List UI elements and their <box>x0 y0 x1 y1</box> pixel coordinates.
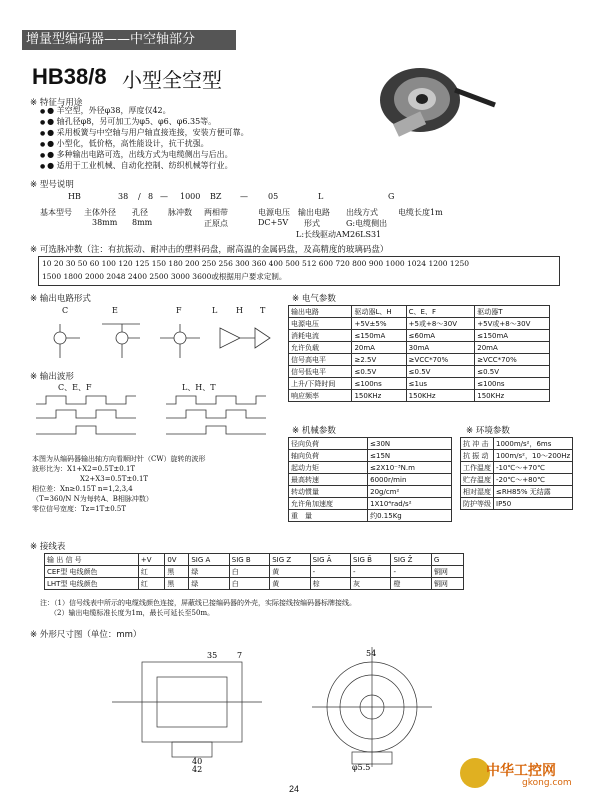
watermark-url: gkong.com <box>522 778 572 788</box>
table-cell: 150KHz <box>352 390 406 402</box>
table-header-row <box>45 554 464 566</box>
table-cell: 150KHz <box>475 390 550 402</box>
code-label: 电缆长度1m <box>398 208 443 217</box>
table-cell: 棕 <box>310 578 350 590</box>
table-cell: 黑 <box>165 578 189 590</box>
table-row <box>461 462 573 474</box>
wiring-title: ※ 接线表 <box>30 542 66 552</box>
code-label: 电源电压 <box>258 208 290 217</box>
code-label: 8mm <box>132 218 153 227</box>
waveform-desc <box>32 454 282 514</box>
table-cell: +5V或+8～30V <box>475 318 550 330</box>
table-cell: 抗 冲 击 <box>461 438 494 450</box>
table-cell: 1000m/s²，6ms <box>494 438 573 450</box>
product-photo <box>360 55 500 145</box>
table-cell: 输 出 信 号 <box>45 554 139 566</box>
table-cell: ≤2X10⁻³N.m <box>368 462 452 474</box>
table-row <box>289 390 550 402</box>
table-cell: ≤150mA <box>475 330 550 342</box>
table-cell: 消耗电流 <box>289 330 352 342</box>
dim-label: 54 <box>366 649 377 658</box>
environment-table <box>460 437 573 510</box>
code-label: 38mm <box>92 218 118 227</box>
code-part: — <box>160 192 168 201</box>
table-cell: SIG B <box>229 554 269 566</box>
watermark-text: 中华工控网 <box>486 763 556 779</box>
table-cell: 驱动器T <box>475 306 550 318</box>
environment-title: ※ 环境参数 <box>466 426 510 436</box>
table-cell: 电源电压 <box>289 318 352 330</box>
circuit-label: E <box>112 306 118 315</box>
code-label: 主体外径 <box>84 208 116 217</box>
table-cell: ≤0.5V <box>352 366 406 378</box>
table-row <box>461 474 573 486</box>
wiring-note: 注：（1）信号线表中所示的电缆线颜色连接，屏蔽线已接编码器的外壳，实际接线按编码器标牌接线。 <box>40 599 356 607</box>
feature-item: ● ● 轴孔径φ8，另可加工为φ5、φ6、φ6.35等。 <box>40 117 249 128</box>
table-cell: G <box>431 554 463 566</box>
circuit-label: F <box>176 306 182 315</box>
mechanical-title: ※ 机械参数 <box>292 426 336 436</box>
category-banner: 增量型编码器——中空轴部分 <box>22 30 236 50</box>
table-cell: SIG Ā <box>310 554 350 566</box>
table-row <box>289 462 452 474</box>
feature-item: ● ● 羊空型，外径φ38，厚度仅42。 <box>40 106 249 117</box>
table-row <box>461 438 573 450</box>
waveform-diagram <box>36 394 276 450</box>
desc-line: （T=360/N N为每转A、B相脉冲数） <box>32 495 153 503</box>
table-cell: ≤1us <box>406 378 475 390</box>
table-cell: - <box>351 566 391 578</box>
table-row <box>289 354 550 366</box>
code-label: 脉冲数 <box>168 208 192 217</box>
table-cell: 150KHz <box>406 390 475 402</box>
table-cell: 20g/cm² <box>368 486 452 498</box>
table-cell: 允许角加速度 <box>289 498 368 510</box>
table-row <box>289 306 550 318</box>
table-cell: 20mA <box>352 342 406 354</box>
table-cell: SIG A <box>189 554 229 566</box>
product-name: 小型全空型 <box>122 68 222 92</box>
circuit-label: C <box>62 306 69 315</box>
dim-label: 35 <box>207 651 218 660</box>
page-number: 24 <box>289 784 300 794</box>
table-cell: 信号高电平 <box>289 354 352 366</box>
table-cell: 6000r/min <box>368 474 452 486</box>
code-label: 两相带 <box>204 208 228 217</box>
table-cell: 橙 <box>391 578 431 590</box>
table-row <box>289 498 452 510</box>
feature-item: ● ● 多种输出电路可选，出线方式为电缆侧出与后出。 <box>40 150 249 161</box>
feature-item: ● ● 适用于工业机械、自动化控制、纺织机械等行业。 <box>40 161 249 172</box>
desc-line: 波形比为：X1+X2=0.5T±0.1T <box>32 465 136 473</box>
table-cell: 0V <box>165 554 189 566</box>
table-cell: -10℃～+70℃ <box>494 462 573 474</box>
table-cell: 红 <box>138 578 164 590</box>
features-list <box>40 106 249 172</box>
table-row <box>289 438 452 450</box>
table-row <box>45 566 464 578</box>
feature-item: ● ● 采用板簧与中空轴与用户轴直接连接，安装方便可靠。 <box>40 128 249 139</box>
table-row <box>289 366 550 378</box>
code-label: 出线方式 <box>346 208 378 217</box>
table-cell: 红 <box>138 566 164 578</box>
dimensions-title: ※ 外形尺寸图（单位：mm） <box>30 630 142 640</box>
table-cell: ≥VCC*70% <box>406 354 475 366</box>
table-cell: SIG B̄ <box>351 554 391 566</box>
code-label: 形式 <box>304 219 320 228</box>
table-row <box>289 330 550 342</box>
table-cell: 30mA <box>406 342 475 354</box>
table-cell: +V <box>138 554 164 566</box>
code-label: G:电缆侧出 <box>346 219 388 228</box>
code-label: L:长线驱动AM26LS31 <box>296 230 382 239</box>
pulses-line: 1500 1800 2000 2048 2400 2500 3000 3600或根据用户要求定制。 <box>42 272 287 281</box>
pulses-title: ※ 可选脉冲数（注：有抗振动、耐冲击的塑料码盘，耐高温的金属码盘，及高精度的玻璃码盘） <box>30 245 389 255</box>
table-cell: 允许负载 <box>289 342 352 354</box>
table-cell: - <box>391 566 431 578</box>
table-cell: 响应频率 <box>289 390 352 402</box>
table-row <box>289 450 452 462</box>
table-cell: 白 <box>229 566 269 578</box>
table-cell: ≤100ns <box>352 378 406 390</box>
table-cell: ≤100ns <box>475 378 550 390</box>
code-part: — <box>240 192 248 201</box>
circuit-diagram <box>40 318 280 363</box>
table-cell: 贮存温度 <box>461 474 494 486</box>
table-row <box>45 578 464 590</box>
desc-line: 本图为从编码器输出轴方向看顺时针（CW）旋转的波形 <box>32 455 206 463</box>
table-cell: 100m/s²，10～200Hz <box>494 450 573 462</box>
table-cell: C、E、F <box>406 306 475 318</box>
table-cell: -20℃～+80℃ <box>494 474 573 486</box>
table-cell: 绿 <box>189 566 229 578</box>
table-cell: 绿 <box>189 578 229 590</box>
table-cell: 最高转速 <box>289 474 368 486</box>
mechanical-table <box>288 437 452 522</box>
table-row <box>289 474 452 486</box>
table-cell: 灰 <box>351 578 391 590</box>
table-cell: 黄 <box>270 578 310 590</box>
dim-label: 7 <box>237 651 243 660</box>
table-cell: 工作温度 <box>461 462 494 474</box>
wiring-notes <box>40 598 356 618</box>
code-part: L <box>318 192 324 201</box>
code-part: 8 <box>148 192 154 201</box>
model-title: HB38/8 <box>32 64 107 89</box>
table-row <box>289 486 452 498</box>
table-cell: - <box>310 566 350 578</box>
table-cell: 约0.15Kg <box>368 510 452 522</box>
dim-label: 42 <box>192 765 203 772</box>
model-code-title: ※ 型号说明 <box>30 180 74 190</box>
table-cell: 黑 <box>165 566 189 578</box>
table-cell: IP50 <box>494 498 573 510</box>
dimension-drawing <box>112 642 542 772</box>
pulses-box <box>38 256 560 286</box>
table-cell: CEF型 电线颜色 <box>45 566 139 578</box>
table-cell: 铜网 <box>431 578 463 590</box>
table-cell: ≤RH85% 无结露 <box>494 486 573 498</box>
table-cell: SIG Z̄ <box>391 554 431 566</box>
table-row <box>461 486 573 498</box>
code-label: 孔径 <box>132 208 148 217</box>
table-cell: ≤0.5V <box>406 366 475 378</box>
table-cell: 输出电路 <box>289 306 352 318</box>
table-cell: 轴向负荷 <box>289 450 368 462</box>
table-cell: 信号低电平 <box>289 366 352 378</box>
code-part: 05 <box>268 192 279 201</box>
table-row <box>289 318 550 330</box>
table-cell: +5或+8～30V <box>406 318 475 330</box>
table-cell: 径向负荷 <box>289 438 368 450</box>
table-cell: 抗 振 动 <box>461 450 494 462</box>
code-part: BZ <box>210 192 222 201</box>
table-cell: 上升/下降时间 <box>289 378 352 390</box>
table-cell: 驱动器L、H <box>352 306 406 318</box>
desc-line: 相位差：Xn≥0.15T n=1,2,3,4 <box>32 485 133 493</box>
wiring-note: （2）输出电缆标准长度为1m，最长可延长至50m。 <box>50 609 215 617</box>
circuit-label: H <box>236 306 243 315</box>
circuit-label: T <box>260 306 266 315</box>
table-cell: 白 <box>229 578 269 590</box>
dim-label: φ5.5 <box>352 763 371 772</box>
code-label: 输出电路 <box>298 208 330 217</box>
electrical-table <box>288 305 550 402</box>
table-cell: ≤60mA <box>406 330 475 342</box>
table-cell: ≤0.5V <box>475 366 550 378</box>
table-cell: 转动惯量 <box>289 486 368 498</box>
table-row <box>461 450 573 462</box>
table-cell: 20mA <box>475 342 550 354</box>
code-part: / <box>138 192 141 201</box>
table-cell: SIG Z <box>270 554 310 566</box>
table-cell: ≤150mA <box>352 330 406 342</box>
table-cell: 1X10⁴rad/s² <box>368 498 452 510</box>
table-row <box>289 342 550 354</box>
electrical-title: ※ 电气参数 <box>292 294 336 304</box>
code-part: HB <box>68 192 81 201</box>
code-part: 38 <box>118 192 129 201</box>
waveform-label: C、E、F <box>58 383 92 392</box>
pulses-line: 10 20 30 50 60 100 120 125 150 180 200 250 256 300 360 400 500 512 600 720 800 900 1000 1024 1200 1250 <box>42 259 470 268</box>
table-cell: ≥VCC*70% <box>475 354 550 366</box>
table-cell: ≤15N <box>368 450 452 462</box>
table-cell: ≥2.5V <box>352 354 406 366</box>
features-title: ※ 特征与用途 <box>30 98 83 108</box>
waveform-label: L、H、T <box>182 383 216 392</box>
table-cell: 铜网 <box>431 566 463 578</box>
dim-label: 40 <box>192 757 203 766</box>
table-row <box>289 510 452 522</box>
desc-line: 零位信号宽度：Tz=1T±0.5T <box>32 505 127 513</box>
table-row <box>461 498 573 510</box>
code-label: DC+5V <box>258 218 289 227</box>
code-label: 基本型号 <box>40 208 72 217</box>
waveform-title: ※ 输出波形 <box>30 372 74 382</box>
table-cell: 起动力矩 <box>289 462 368 474</box>
wiring-table <box>44 553 464 590</box>
table-cell: 相对湿度 <box>461 486 494 498</box>
table-cell: 重 量 <box>289 510 368 522</box>
code-label: 正原点 <box>204 219 228 228</box>
code-part: G <box>388 192 395 201</box>
table-cell: 黄 <box>270 566 310 578</box>
circuit-label: L <box>212 306 218 315</box>
table-row <box>289 378 550 390</box>
table-cell: 防护等级 <box>461 498 494 510</box>
desc-line: X2+X3=0.5T±0.1T <box>80 475 149 483</box>
code-part: 1000 <box>180 192 201 201</box>
table-cell: LHT型 电线颜色 <box>45 578 139 590</box>
circuit-title: ※ 输出电路形式 <box>30 294 91 304</box>
table-cell: +5V±5% <box>352 318 406 330</box>
table-cell: ≤30N <box>368 438 452 450</box>
feature-item: ● ● 小型化，低价格，高性能设计，抗干扰强。 <box>40 139 249 150</box>
